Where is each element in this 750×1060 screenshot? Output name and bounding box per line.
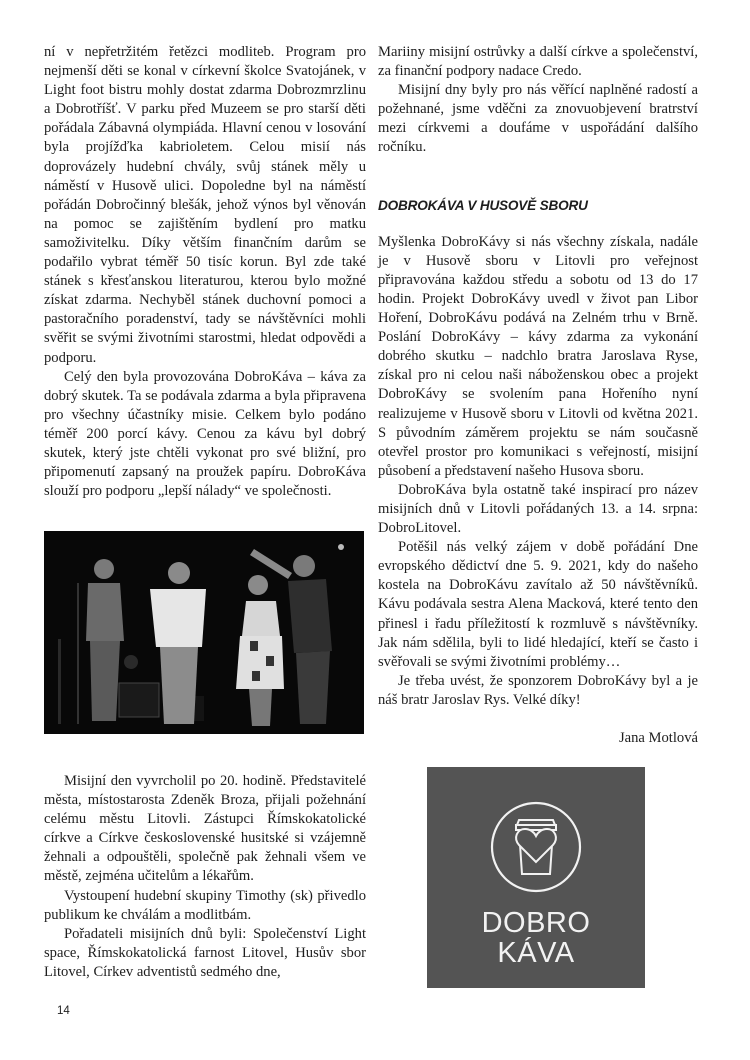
paragraph: Mariiny misijní ostrůvky a další církve a společenství, za finanční podpory nadace Credo. [378,44,698,80]
paragraph: ní v nepřetržitém řetězci modliteb. Program pro nejmenší děti se konal v církevní školce Svatojánek, v Light foot bistru mohly dostat zdarma Dobrozmrzlinu a Dobrotříšť. V parku před Muzeem se pro starší děti pořádala Zábavná olympiáda. Hlavní cenou v losování byla projížďka kabrioletem. Celou misií nás doprovázely hudební chvály, svůj stánek měly u náměstí v Husově ulici. Dopoledne byl na náměstí pořádán Dobročinný blešák, jehož výnos byl věnován na pomoc se zajištěním bydlení pro matku samoživitelku. Díky větším finančním darům se podařilo vybrat téměř 50 tisíc korun. Byl zde také stánek s křesťanskou literaturou, kterou bylo možné získat zdarma. Nechyběl stánek duchovní pomoci a pastoračního poradenství, tady se návštěvníci mohli svěřit se svými životními starostmi, hledat odpovědi a podporu. [44,44,366,366]
left-column-top [44,43,366,501]
paragraph: Celý den byla provozována DobroKáva – káva za dobrý skutek. Ta se podávala zdarma a byla připravena pro všechny účastníky misie. Celkem bylo podáno téměř 200 porcí kávy. Cenou za kávu byl dobrý skutek, který jste chtěli vykonat pro své bližní, pro připomenutí zapsaný na proužek papíru. DobroKáva slouží pro podporu „lepší nálady“ ve společnosti. [44,368,366,500]
paragraph: Misijní den vyvrcholil po 20. hodině. Představitelé města, místostarosta Zdeněk Broza, přijali požehnání celému městu Litovli. Zástupci Římskokatolické církve a Církve československé husitské si vzájemně žehnali a odpouštěli, společně pak žehnali všem ve městě, zejména učitelům a lékařům. [44,773,366,885]
page-number: 14 [57,1005,70,1017]
paragraph: Misijní dny byly pro nás věřící naplněné radostí a požehnané, jsme vděčni za znovuobjevení bratrství mezi církvemi a doufáme v uspořádání dalšího ročníku. [378,82,698,156]
stage-photo-illustration [44,531,364,734]
paragraph: Myšlenka DobroKávy si nás všechny získala, nadále je v Husově sboru v Litovli pro veřejnost připravována každou středu a sobotu od 13 do 17 hodin. Projekt DobroKávy uvedl v život pan Libor Hoření, DobroKávu podává na Zelném trhu v Brně. Poslání DobroKávy – kávy zdarma za vykonání dobrého skutku – nadchlo bratra Jaroslava Ryse, získal pro ni celou naši náboženskou obec a projekt DobroKávy se svolením pana Hořeního nyní realizujeme v Husově sboru v Litovli od května 2021. S původním záměrem projektu se nám současně otevřel prostor pro komunikaci s veřejností, misijní působení a představení našeho Husova sboru. [378,233,698,479]
paragraph: Vystoupení hudební skupiny Timothy (sk) přivedlo publikum ke chválám a modlitbám. [44,887,366,923]
stage-photo [44,531,364,734]
paragraph: Potěšil nás velký zájem v době pořádání Dne evropského dědictví dne 5. 9. 2021, kdy do našeho kostela na DobroKávu zavítalo až 50 návštěvníků. Kávu podávala sestra Alena Macková, které tento den přinesl i řadu příležitostí k rozmluvě s návštěvníky. Jak nám sdělila, byli to lidé hledající, kteří se často i svěřovali se svými životními problémy… [378,539,698,670]
paragraph: DobroKáva byla ostatně také inspirací pro název misijních dnů v Litovli pořádaných 13. a 14. srpna: DobroLitovel. [378,481,698,537]
logo-text-line1: DOBRO [481,907,591,939]
author-signature: Jana Motlová [618,730,698,746]
right-column [378,43,698,748]
paragraph: Pořadateli misijních dnů byli: Společenství Light space, Římskokatolická farnost Litovel, Husův sbor Litovel, Církev adventistů sedmého dne, [44,925,366,980]
dobrokava-logo [427,767,645,988]
section-heading: DOBROKÁVA V HUSOVĚ SBORU [378,197,588,213]
left-column-bottom [44,772,366,982]
paragraph: Je třeba uvést, že sponzorem DobroKávy byl a je náš bratr Jaroslav Rys. Velké díky! [378,672,698,708]
logo-text-line2: KÁVA [497,937,575,969]
